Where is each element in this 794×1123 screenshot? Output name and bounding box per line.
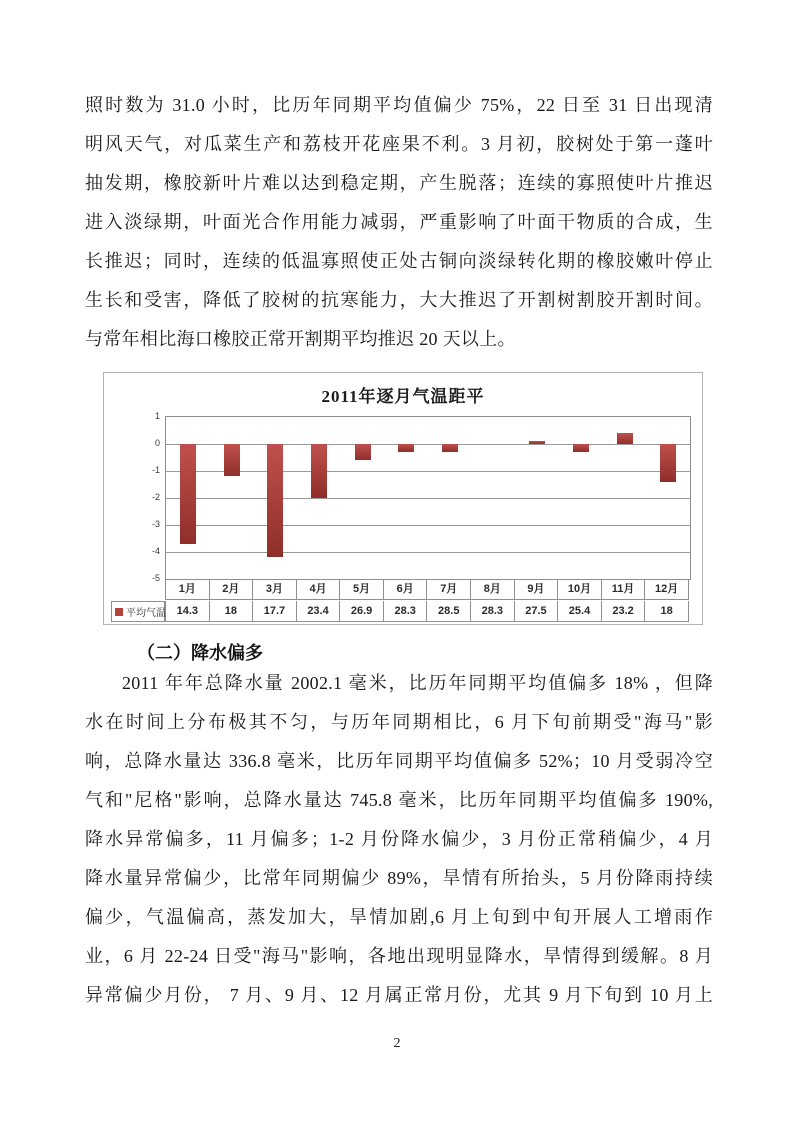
bar-11月 <box>617 433 633 444</box>
bar-10月 <box>573 444 589 452</box>
month-cell: 6月 <box>384 579 428 600</box>
month-cell: 8月 <box>471 579 515 600</box>
y-tick-label: -3 <box>151 519 160 529</box>
chart-title: 2011年逐月气温距平 <box>321 387 485 406</box>
text-line: 水在时间上分布极其不匀，与历年同期相比，6 月下旬前期受"海马"影 <box>85 712 713 732</box>
avg-temp-cell: 25.4 <box>558 601 602 622</box>
paragraph-precipitation-detail <box>85 664 713 1015</box>
month-cell: 10月 <box>558 579 602 600</box>
y-tick-label: -4 <box>151 546 160 556</box>
text-line: 业，6 月 22-24 日受"海马"影响，各地出现明显降水，旱情得到缓解。8 月 <box>85 946 713 966</box>
y-tick-label: 0 <box>154 438 160 448</box>
y-tick-label: 1 <box>154 411 160 421</box>
month-cell: 7月 <box>427 579 471 600</box>
bar-4月 <box>311 444 327 498</box>
bar-2月 <box>224 444 240 476</box>
temperature-anomaly-chart <box>103 372 703 625</box>
month-cell: 5月 <box>340 579 384 600</box>
gridline--1 <box>166 471 690 472</box>
text-line: 响，总降水量达 336.8 毫米，比历年同期平均值偏多 52%；10 月受弱冷空 <box>85 751 713 771</box>
month-cell: 12月 <box>645 579 689 600</box>
text-line: 气和"尼格"影响，总降水量达 745.8 毫米，比历年同期平均值偏多 190%, <box>85 790 713 810</box>
avg-temp-cell: 14.3 <box>166 601 210 622</box>
bar-12月 <box>660 444 676 482</box>
avg-temp-cell: 26.9 <box>340 601 384 622</box>
avg-temp-cell: 18 <box>645 601 689 622</box>
text-line: 降水量异常偏少，比常年同期偏少 89%，旱情有所抬头，5 月份降雨持续 <box>85 868 713 888</box>
text-line: 偏少，气温偏高，蒸发加大，旱情加剧,6 月上旬到中旬开展人工增雨作 <box>85 907 713 927</box>
text-line: 抽发期，橡胶新叶片难以达到稳定期，产生脱落；连续的寡照使叶片推迟 <box>85 173 713 193</box>
avg-temp-cell: 23.2 <box>602 601 646 622</box>
month-cell: 4月 <box>297 579 341 600</box>
y-tick-label: -2 <box>151 492 160 502</box>
avg-temperature-row <box>165 601 689 622</box>
month-cell: 3月 <box>253 579 297 600</box>
avg-temp-cell: 27.5 <box>515 601 559 622</box>
avg-temp-cell: 28.3 <box>471 601 515 622</box>
paragraph-sunshine-impact <box>85 86 713 359</box>
avg-temp-cell: 28.3 <box>384 601 428 622</box>
text-line: 与常年相比海口橡胶正常开割期平均推迟 20 天以上。 <box>85 329 516 349</box>
bar-5月 <box>355 444 371 460</box>
avg-temp-cell: 28.5 <box>427 601 471 622</box>
gridline--2 <box>166 498 690 499</box>
gridline-0 <box>166 444 690 445</box>
text-line: 照时数为 31.0 小时，比历年同期平均值偏少 75%，22 日至 31 日出现清 <box>85 95 713 115</box>
chart-plot-area <box>165 416 691 580</box>
bar-7月 <box>442 444 458 452</box>
bar-3月 <box>267 444 283 557</box>
text-line: 2011 年年总降水量 2002.1 毫米，比历年同期平均值偏多 18% ，但降 <box>122 673 713 693</box>
y-tick-label: -5 <box>151 573 160 583</box>
avg-temp-cell: 18 <box>210 601 254 622</box>
section-heading-precipitation: （二）降水偏多 <box>137 643 263 663</box>
page-number: 2 <box>393 1036 401 1051</box>
month-header-row <box>165 579 689 600</box>
text-line: 长推迟；同时，连续的低温寡照使正处古铜向淡绿转化期的橡胶嫩叶停止 <box>85 251 713 271</box>
text-line: 生长和受害，降低了胶树的抗寒能力，大大推迟了开割树割胶开割时间。 <box>85 290 713 310</box>
chart-legend <box>111 601 165 622</box>
month-cell: 11月 <box>602 579 646 600</box>
text-line: 明风天气，对瓜菜生产和荔枝开花座果不利。3 月初，胶树处于第一蓬叶 <box>85 134 713 154</box>
month-cell: 9月 <box>515 579 559 600</box>
text-line: 降水异常偏多，11 月偏多；1-2 月份降水偏少，3 月份正常稍偏少，4 月 <box>85 829 713 849</box>
month-cell: 2月 <box>210 579 254 600</box>
y-tick-label: -1 <box>151 465 160 475</box>
avg-temp-cell: 23.4 <box>297 601 341 622</box>
text-line: 异常偏少月份， 7 月、9 月、12 月属正常月份，尤其 9 月下旬到 10 月上 <box>85 985 713 1005</box>
gridline--4 <box>166 552 690 553</box>
month-cell: 1月 <box>166 579 210 600</box>
bar-9月 <box>529 441 545 444</box>
legend-label: 平均气温 <box>126 608 166 619</box>
gridline--3 <box>166 525 690 526</box>
bar-6月 <box>398 444 414 452</box>
legend-color-swatch-icon <box>115 608 123 616</box>
bar-1月 <box>180 444 196 544</box>
text-line: 进入淡绿期，叶面光合作用能力减弱，严重影响了叶面干物质的合成，生 <box>85 212 713 232</box>
avg-temp-cell: 17.7 <box>253 601 297 622</box>
